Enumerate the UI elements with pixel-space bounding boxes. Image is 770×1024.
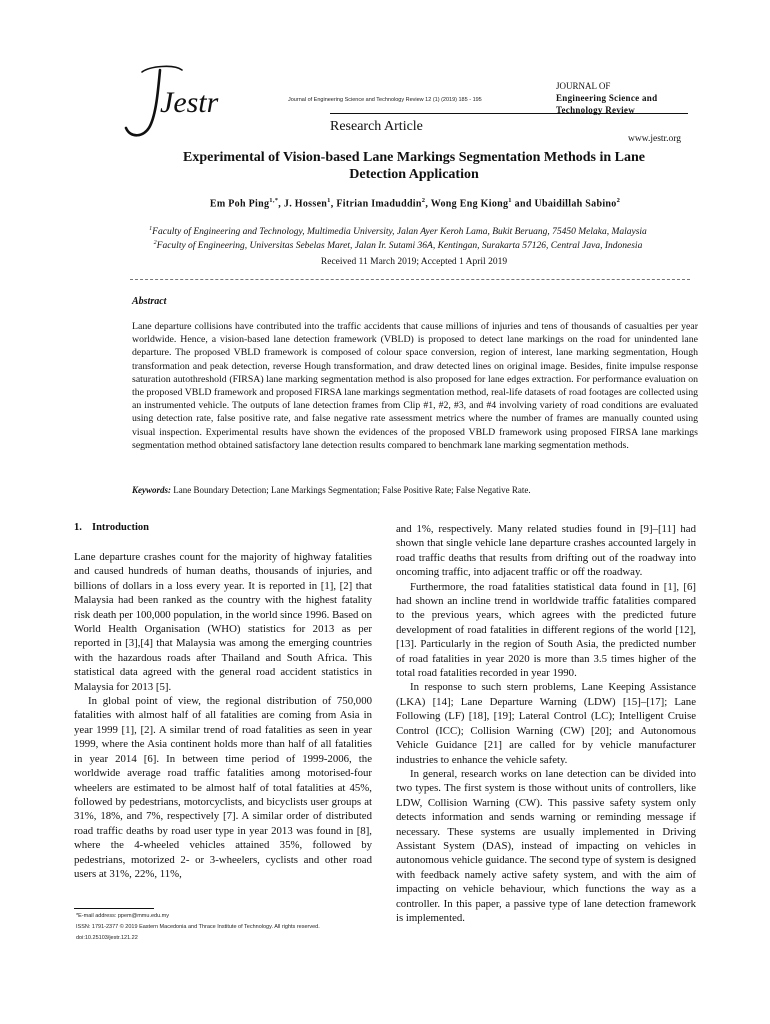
footnote-email[interactable]: *E-mail address: ppem@mmu.edu.my <box>76 913 170 919</box>
keywords-label: Keywords: <box>132 485 171 495</box>
dashed-divider <box>130 279 690 280</box>
author-list <box>150 197 680 209</box>
journal-website[interactable]: www.jestr.org <box>628 134 682 144</box>
author-name: Wong Eng Kiong <box>430 198 509 210</box>
affiliation-text: Faculty of Engineering and Technology, Multimedia University, Jalan Ayer Keroh Lama, Bukit Beruang, 75450 Melaka, Malaysia <box>152 227 647 238</box>
abstract-heading: Abstract <box>132 296 167 307</box>
journal-name <box>556 80 657 116</box>
body-paragraph: Furthermore, the road fatalities statistical data found in [1], [6] had shown an incline trend in worldwide traffic fatalities compared to the previous years, which agrees with the predicted future development of road fatalities in different regions of the world [12], [13]. Particularly in the region of South Asia, the predicted number of road fatalities in year 2020 is more than 3.5 times higher of the total road fatalities recorded in year 1990. <box>396 580 696 680</box>
article-type: Research Article <box>330 119 423 134</box>
section-title: Introduction <box>92 522 149 533</box>
journal-reference: Journal of Engineering Science and Technology Review 12 (1) (2019) 185 - 195 <box>288 97 482 103</box>
affiliations <box>118 224 678 252</box>
paper-title <box>160 149 668 183</box>
author-affiliation-mark: 1 <box>327 197 331 204</box>
footnote-rule <box>74 908 154 909</box>
journal-name-line2: Engineering Science and <box>556 93 658 103</box>
right-column <box>396 522 696 925</box>
author-affiliation-mark: 1 <box>508 197 512 204</box>
keywords <box>132 485 698 495</box>
section-number: 1. <box>74 522 82 533</box>
author-separator: , <box>330 198 337 210</box>
paper-title-line1: Experimental of Vision-based Lane Markings Segmentation Methods in Lane <box>182 150 646 165</box>
author-affiliation-mark: 1,* <box>269 197 279 204</box>
author-separator: , <box>425 198 431 210</box>
author-separator: and <box>511 198 535 210</box>
keywords-text: Lane Boundary Detection; Lane Markings Segmentation; False Positive Rate; False Negative Rate. <box>173 485 531 495</box>
paper-title-line2: Detection Application <box>349 167 479 182</box>
author-name: Fitrian Imaduddin <box>336 198 422 210</box>
journal-name-line1: JOURNAL OF <box>556 81 611 91</box>
body-paragraph: In global point of view, the regional distribution of 750,000 fatalities with almost half of all fatalities are coming from Asia in year 1999 [1], [2]. A similar trend of road fatalities as seen in year 1999, where the Asia continent holds more than half of all fatalities in year 2014 [6]. In between time period of 1999-2006, the worldwide average road traffic fatalities among motorised-four wheelers are estimated to be almost half of total fatalities at 45%, followed by pedestrians, motorcyclists, and bicyclists user groups at 31%, 18%, and 7%, respectively [7]. A similar order of distributed road traffic deaths by road user type in year 2013 was found in [8], where the 4-wheeled vehicles attained 35%, followed by pedestrians, motorized 2- or 3-wheelers, cyclists and other road users at 31%, 22%, 11%, <box>74 695 372 880</box>
received-dates: Received 11 March 2019; Accepted 1 April 2019 <box>320 257 508 267</box>
logo-text: Jestr <box>160 86 219 119</box>
body-paragraph: In general, research works on lane detection can be divided into two types. The first system is those without units of controllers, like LDW, Collision Warning (CW). This passive safety system only detects information and sends warning or reminding message if necessary. These systems are usually implemented in Driving Assistant System (DAS), instead of impacting on vehicles in autonomous vehicle guidance. The second type of system is designed with feedback namely active safety system, and with the aim of impacting on vehicle behaviour, which functions the way as a controller. In this paper, a passive type of lane detection framework is implemented. <box>396 767 696 924</box>
affiliation-line <box>118 224 678 238</box>
footnote-issn: ISSN: 1791-2377 © 2019 Eastern Macedonia and Thrace Institute of Technology. All rights reserved. <box>76 924 320 930</box>
affiliation-text: Faculty of Engineering, Universitas Sebelas Maret, Jalan Ir. Sutami 36A, Kentingan, Surakarta 57126, Central Java, Indonesia <box>156 241 643 252</box>
section-heading <box>74 522 149 533</box>
author-separator: , <box>278 198 284 210</box>
left-column <box>74 550 372 881</box>
body-paragraph: Lane departure crashes count for the majority of highway fatalities and caused hundreds of human deaths, thousands of injuries, and billions of dollars in a loss every year. It is reported in [1], [2] that Malaysia had been ranked as the country with the highest fatality risk death per 100,000 population, in the world since 1996. Based on World Health Organisation (WHO) statistics for 2013 as per reported in [3],[4] that Malaysia was among the emerging countries with the hazardous roads after Thailand and South Africa. This statistical data agreed with the general road accident statistics in Malaysia for 2013 [5]. <box>74 551 372 693</box>
footnote <box>76 911 320 944</box>
affiliation-number: 1 <box>149 226 153 232</box>
body-paragraph: and 1%, respectively. Many related studies found in [9]–[11] had shown that single vehicle lane departure crashes accounted largely in road traffic deaths that results from drifting out of the roadway into oncoming traffic, into adjacent traffic or off the roadway. <box>396 523 696 579</box>
abstract-body: Lane departure collisions have contributed into the traffic accidents that cause millions of injuries and tens of thousands of casualties per year worldwide. Hence, a vision-based lane detection framework (VBLD) is proposed to detect lane markings on the road for unindented lane departure. The proposed VBLD framework is composed of colour space conversion, region of interest, lane marking segmentation, Hough transformation and peak detection, reverse Hough transformation, and draw detected lines on original image. Besides, finite impulse response saturation autothreshold (FIRSA) lane marking segmentation method is also proposed for lane edges extraction. For performance evaluation on the proposed VBLD framework and proposed FIRSA lane markings segmentation method, real-life datasets of road footages are collected using an instrumented vehicle. The outputs of lane detection frames from Clip #1, #2, #3, and #4 involving variety of road conditions are evaluated using detection rate, false positive rate, and false negative rate assessment metrics where the number of frames are manually counted using visual inspection. Experimental results have shown the evidences of the proposed VBLD framework using proposed FIRSA lane markings segmentation method obtained satisfactory lane detection results compared to benchmark lane marking segmentation methods. <box>132 321 698 451</box>
author-affiliation-mark: 2 <box>421 197 426 204</box>
footnote-doi[interactable]: doi:10.25103/jestr.121.22 <box>76 935 138 941</box>
author-name: J. Hossen <box>283 198 328 210</box>
author-name: Em Poh Ping <box>209 198 270 210</box>
author-affiliation-mark: 2 <box>616 197 621 204</box>
body-paragraph: In response to such stern problems, Lane Keeping Assistance (LKA) [14]; Lane Departure Warning (LDW) [15]–[17]; Lane Following (LF) [18], [19]; Lateral Control (LC); Intelligent Cruise Control (ICC); Collision Warning (CW) [20]; and Autonomous Vehicle Guidance [21] are called for by vehicle manufacturer industries to enhance the vehicle safety. <box>396 681 696 766</box>
author-name: Ubaidillah Sabino <box>534 198 617 210</box>
journal-name-line3: Technology Review <box>556 105 636 115</box>
affiliation-line <box>118 238 678 252</box>
affiliation-number: 2 <box>153 240 157 247</box>
journal-logo <box>120 62 260 142</box>
